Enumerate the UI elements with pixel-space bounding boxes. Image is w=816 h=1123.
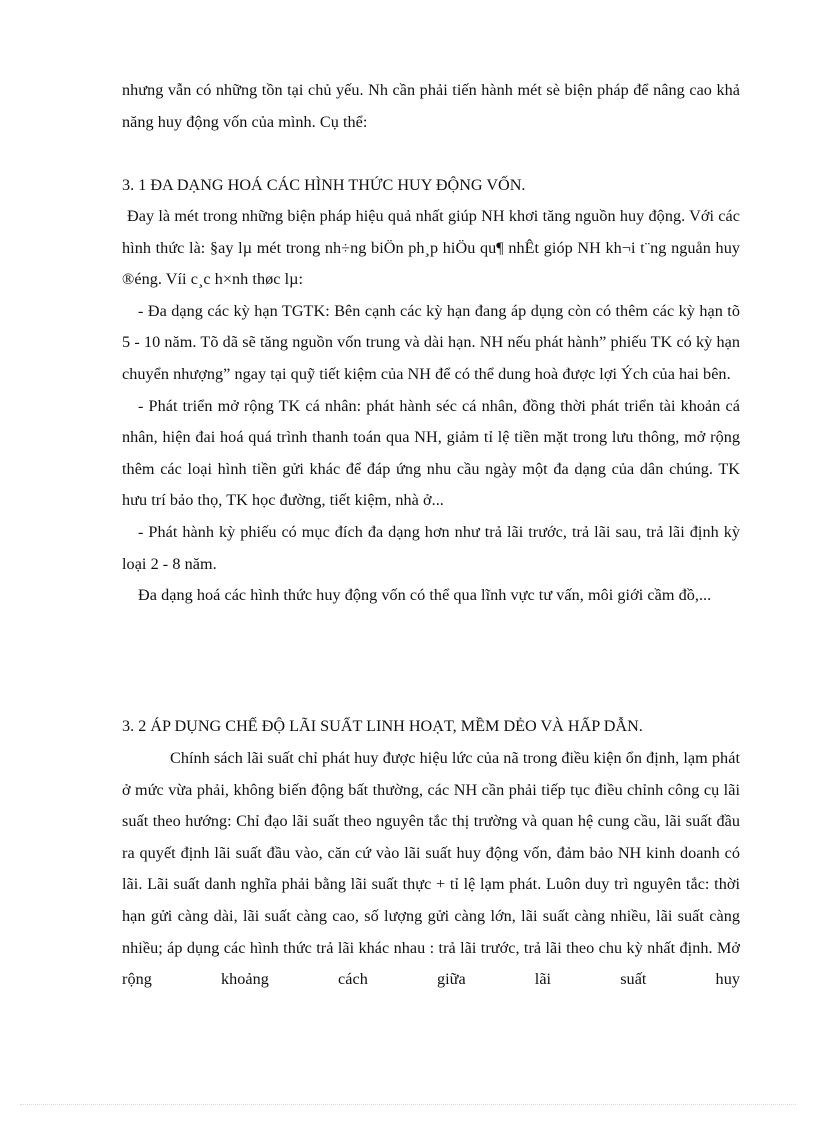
intro-paragraph: nhưng vẫn có những tồn tại chủ yếu. Nh cần phải tiến hành mét sè biện pháp để nâng cao khả năng huy động vốn của mình. Cụ thể: [122, 81, 740, 131]
page-bottom-divider [20, 1104, 796, 1105]
section-2-paragraph-1: Chính sách lãi suất chỉ phát huy được hiệu lức của nã trong điều kiện ổn định, lạm phát ở mức vừa phải, không biến động bất thường, các NH cần phải tiếp tục điều chỉnh công cụ lãi suất theo hướng: Chỉ đạo lãi suất theo nguyên tắc thị trường và quan hệ cung cầu, lãi suất đầu ra quyết định lãi suất đầu vào, căn cứ vào lãi suất huy động vốn, đảm bảo NH kinh doanh có lãi. Lãi suất danh nghĩa phải bằng lãi suất thực + tỉ lệ lạm phát. Luôn duy trì nguyên tắc: thời hạn gửi càng dài, lãi suất càng cao, số lượng gửi càng lớn, lãi suất càng nhiều, lãi suất càng nhiều; áp dụng các hình thức trả lãi khác nhau : trả lãi trước, trả lãi theo chu kỳ nhất định. Mở rộng khoảng cách giữa lãi suất huy [122, 749, 740, 989]
section-1-paragraph-1: Đay là mét trong những biện pháp hiệu quả nhất giúp NH khơi tăng nguồn huy động. Với các hình thức là: §ay lµ mét trong nh÷ng biÖn ph¸p hiÖu qu¶ nhÊt gióp NH kh¬i t¨ng nguån huy ®éng. Víi c¸c h×nh thøc lµ: [122, 207, 740, 289]
section-1-paragraph-2: - Đa dạng các kỳ hạn TGTK: Bên cạnh các kỳ hạn đang áp dụng còn có thêm các kỳ hạn tõ 5 - 10 năm. Tõ dã sẽ tăng nguồn vốn trung và dài hạn. NH nếu phát hành” phiếu TK có kỳ hạn chuyển nhượng” ngay tại quỹ tiết kiệm của NH để có thể dung hoà được lợi Ých của hai bên. [122, 301, 740, 383]
section-1-paragraph-5: Đa dạng hoá các hình thức huy động vốn có thể qua lĩnh vực tư vấn, môi giới cầm đồ,... [138, 586, 712, 605]
intro-block [122, 75, 740, 138]
section-1-paragraph-3: - Phát triển mở rộng TK cá nhân: phát hành séc cá nhân, đồng thời phát triển tài khoản cá nhân, hiện đai hoá quá trình thanh toán qua NH, giảm tỉ lệ tiền mặt trong lưu thông, mở rộng thêm các loại hình tiền gửi khác để đáp ứng nhu cầu ngày một đa dạng của dân chúng. TK hưu trí bảo thọ, TK học đường, tiết kiệm, nhà ở... [122, 396, 740, 510]
section-1-heading: 3. 1 ĐA DẠNG HOÁ CÁC HÌNH THỨC HUY ĐỘNG VỐN. [122, 176, 526, 194]
section-1-body [122, 201, 740, 612]
section-2-heading: 3. 2 ÁP DỤNG CHẾ ĐỘ LÃI SUẤT LINH HOẠT, MỀM DẺO VÀ HẤP DẪN. [122, 717, 643, 735]
section-2-body [122, 743, 740, 996]
section-1-paragraph-4: - Phát hành kỳ phiếu có mục đích đa dạng hơn như trả lãi trước, trả lãi sau, trả lãi định kỳ loại 2 - 8 năm. [122, 522, 740, 573]
